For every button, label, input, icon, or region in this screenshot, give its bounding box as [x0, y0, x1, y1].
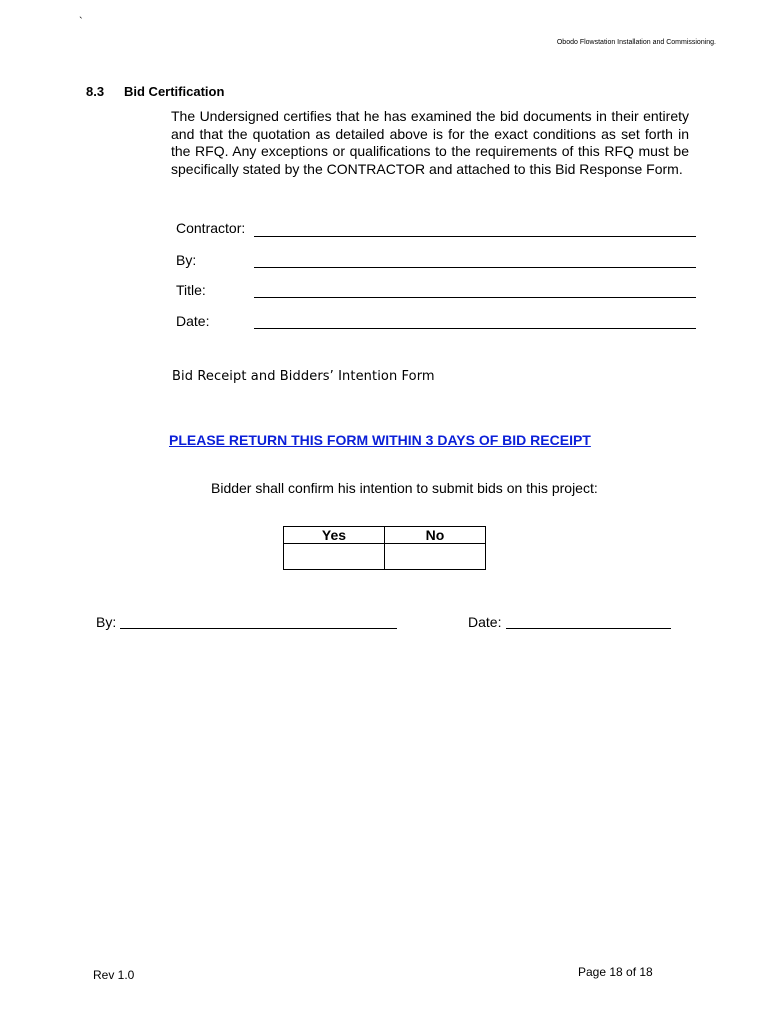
bidder-by-label: By:: [96, 614, 117, 630]
no-cell[interactable]: [385, 544, 486, 570]
yes-no-table: [283, 526, 486, 570]
no-header: No: [385, 527, 486, 544]
page-number: Page 18 of 18: [578, 965, 653, 979]
bidder-date-label: Date:: [468, 614, 502, 630]
certification-paragraph: The Undersigned certifies that he has examined the bid documents in their entirety and that the quotation as detailed above is for the exact conditions as set forth in the RFQ. Any exceptions or qualifications to the requirements of this RFQ must be specifically stated by the CONTRACTOR and attached to this Bid Response Form.: [171, 108, 689, 177]
section-title: Bid Certification: [124, 84, 225, 99]
revision-label: Rev 1.0: [93, 968, 135, 982]
yes-header: Yes: [284, 527, 385, 544]
contractor-field[interactable]: [254, 236, 696, 237]
stray-mark: `: [79, 16, 83, 28]
bidder-date-field[interactable]: [506, 628, 671, 629]
confirm-intention-text: Bidder shall confirm his intention to submit bids on this project:: [211, 480, 598, 496]
by-field[interactable]: [254, 267, 696, 268]
return-notice: PLEASE RETURN THIS FORM WITHIN 3 DAYS OF BID RECEIPT: [169, 432, 591, 448]
by-label: By:: [176, 252, 197, 268]
date-label: Date:: [176, 313, 210, 329]
date-field[interactable]: [254, 328, 696, 329]
contractor-label: Contractor:: [176, 220, 246, 236]
title-field[interactable]: [254, 297, 696, 298]
section-number: 8.3: [86, 84, 105, 99]
header-document-title: Obodo Flowstation Installation and Commissioning.: [556, 39, 716, 46]
yes-cell[interactable]: [284, 544, 385, 570]
bidder-by-field[interactable]: [120, 628, 397, 629]
title-label: Title:: [176, 282, 206, 298]
form-heading: Bid Receipt and Bidders’ Intention Form: [172, 369, 435, 384]
